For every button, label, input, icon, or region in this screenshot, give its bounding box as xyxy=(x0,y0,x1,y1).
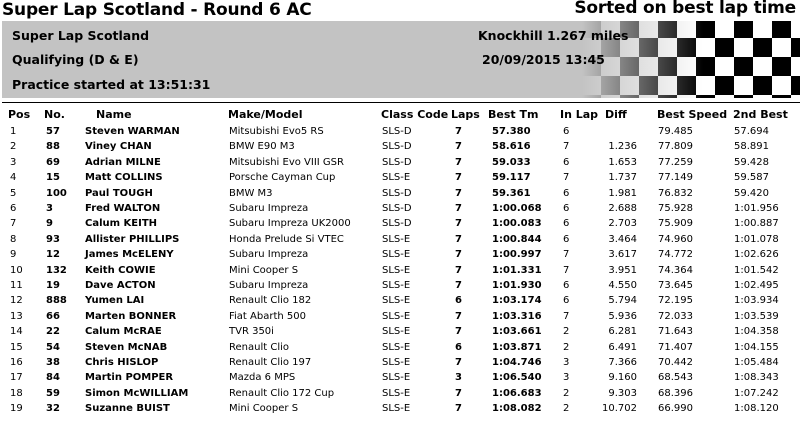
cell-cls: SLS-D xyxy=(382,203,412,214)
col-best-speed: Best Speed xyxy=(657,108,728,121)
cell-second: 1:01.542 xyxy=(734,264,779,276)
cell-speed: 75.909 xyxy=(658,218,693,230)
cell-car: Renault Clio 197 xyxy=(229,357,312,368)
session-name: Qualifying (D & E) xyxy=(12,52,139,67)
cell-name: Paul TOUGH xyxy=(85,187,153,199)
cell-speed: 73.645 xyxy=(658,280,693,291)
cell-no: 888 xyxy=(46,295,67,307)
cell-cls: SLS-E xyxy=(382,264,411,276)
cell-best: 59.361 xyxy=(492,187,531,199)
cell-diff: 3.617 xyxy=(608,249,637,261)
cell-inlap: 2 xyxy=(563,326,570,338)
cell-second: 1:01.078 xyxy=(734,233,779,245)
cell-cls: SLS-D xyxy=(382,156,412,168)
table-row xyxy=(0,201,800,216)
cell-diff: 1.236 xyxy=(608,141,637,153)
cell-diff: 3.464 xyxy=(608,233,637,245)
cell-no: 93 xyxy=(46,233,60,245)
cell-no: 54 xyxy=(46,341,60,353)
cell-best: 1:06.683 xyxy=(492,387,542,399)
cell-laps: 7 xyxy=(455,280,462,291)
cell-car: TVR 350i xyxy=(229,326,274,338)
cell-name: Matt COLLINS xyxy=(85,172,163,184)
col-diff: Diff xyxy=(605,108,627,121)
col-make-model: Make/Model xyxy=(228,108,303,121)
table-row xyxy=(0,278,800,293)
cell-name: Calum KEITH xyxy=(85,218,158,230)
col-in-lap: In Lap xyxy=(560,108,599,121)
series-name: Super Lap Scotland xyxy=(12,28,150,43)
cell-cls: SLS-E xyxy=(382,387,411,399)
cell-laps: 7 xyxy=(455,156,462,168)
cell-best: 57.380 xyxy=(492,126,531,137)
cell-diff: 7.366 xyxy=(608,357,637,368)
cell-laps: 7 xyxy=(455,326,462,338)
cell-inlap: 6 xyxy=(563,218,570,230)
cell-cls: SLS-E xyxy=(382,233,411,245)
cell-inlap: 7 xyxy=(563,141,570,153)
cell-second: 59.428 xyxy=(734,156,769,168)
cell-best: 1:04.746 xyxy=(492,357,542,368)
table-row xyxy=(0,155,800,170)
cell-cls: SLS-E xyxy=(382,280,411,291)
cell-second: 58.891 xyxy=(734,141,769,153)
cell-speed: 74.960 xyxy=(658,233,693,245)
cell-diff: 5.936 xyxy=(608,310,637,322)
cell-cls: SLS-D xyxy=(382,218,412,230)
cell-cls: SLS-E xyxy=(382,326,411,338)
cell-name: Viney CHAN xyxy=(85,141,152,153)
col-no: No. xyxy=(44,108,65,121)
cell-best: 59.117 xyxy=(492,172,531,184)
cell-inlap: 2 xyxy=(563,387,570,399)
cell-no: 84 xyxy=(46,372,60,384)
cell-car: Renault Clio 182 xyxy=(229,295,312,307)
cell-inlap: 7 xyxy=(563,310,570,322)
cell-name: Dave ACTON xyxy=(85,280,156,291)
cell-laps: 6 xyxy=(455,341,462,353)
col-pos: Pos xyxy=(8,108,31,121)
table-row xyxy=(0,263,800,278)
sort-label: Sorted on best lap time xyxy=(574,0,796,18)
cell-speed: 74.772 xyxy=(658,249,693,261)
table-row xyxy=(0,370,800,385)
cell-name: Marten BONNER xyxy=(85,310,177,322)
cell-inlap: 6 xyxy=(563,156,570,168)
cell-cls: SLS-D xyxy=(382,126,412,137)
cell-laps: 7 xyxy=(455,233,462,245)
cell-second: 1:01.956 xyxy=(734,203,779,214)
table-row xyxy=(0,186,800,201)
cell-no: 69 xyxy=(46,156,60,168)
cell-best: 1:00.997 xyxy=(492,249,542,261)
cell-name: Steven WARMAN xyxy=(85,126,180,137)
cell-pos: 15 xyxy=(10,341,23,353)
cell-laps: 7 xyxy=(455,310,462,322)
cell-speed: 68.396 xyxy=(658,387,693,399)
cell-pos: 3 xyxy=(10,156,17,168)
table-row xyxy=(0,247,800,262)
cell-diff: 1.737 xyxy=(608,172,637,184)
cell-speed: 77.809 xyxy=(658,141,693,153)
session-date-time: 20/09/2015 13:45 xyxy=(482,52,605,67)
cell-name: Adrian MILNE xyxy=(85,156,161,168)
cell-inlap: 2 xyxy=(563,341,570,353)
cell-best: 1:08.082 xyxy=(492,403,542,415)
cell-inlap: 6 xyxy=(563,233,570,245)
cell-laps: 7 xyxy=(455,249,462,261)
cell-best: 58.616 xyxy=(492,141,531,153)
cell-no: 19 xyxy=(46,280,60,291)
cell-name: Keith COWIE xyxy=(85,264,156,276)
cell-pos: 5 xyxy=(10,187,17,199)
cell-inlap: 3 xyxy=(563,357,570,368)
col-laps: Laps xyxy=(451,108,480,121)
cell-pos: 6 xyxy=(10,203,17,214)
cell-inlap: 7 xyxy=(563,264,570,276)
cell-inlap: 6 xyxy=(563,280,570,291)
cell-speed: 72.033 xyxy=(658,310,693,322)
cell-pos: 18 xyxy=(10,387,23,399)
cell-name: Yumen LAI xyxy=(85,295,145,307)
col-best-tm: Best Tm xyxy=(488,108,539,121)
page-title: Super Lap Scotland - Round 6 AC xyxy=(2,0,312,20)
cell-inlap: 6 xyxy=(563,203,570,214)
cell-best: 1:03.661 xyxy=(492,326,542,338)
cell-car: Fiat Abarth 500 xyxy=(229,310,306,322)
cell-no: 38 xyxy=(46,357,60,368)
cell-inlap: 3 xyxy=(563,372,570,384)
cell-name: Martin POMPER xyxy=(85,372,174,384)
cell-car: Mitsubishi Evo VIII GSR xyxy=(229,156,344,168)
cell-no: 9 xyxy=(46,218,53,230)
cell-car: BMW M3 xyxy=(229,187,273,199)
track-name: Knockhill 1.267 miles xyxy=(478,28,629,43)
cell-cls: SLS-E xyxy=(382,172,411,184)
cell-pos: 11 xyxy=(10,280,23,291)
cell-pos: 13 xyxy=(10,310,23,322)
cell-pos: 17 xyxy=(10,372,23,384)
table-row xyxy=(0,124,800,139)
cell-laps: 7 xyxy=(455,403,462,415)
cell-name: Simon McWILLIAM xyxy=(85,387,189,399)
cell-name: Chris HISLOP xyxy=(85,357,159,368)
cell-car: Renault Clio xyxy=(229,341,289,353)
cell-pos: 14 xyxy=(10,326,23,338)
cell-pos: 19 xyxy=(10,403,23,415)
cell-speed: 77.149 xyxy=(658,172,693,184)
cell-second: 57.694 xyxy=(734,126,769,137)
cell-car: Mini Cooper S xyxy=(229,403,299,415)
cell-car: Renault Clio 172 Cup xyxy=(229,387,335,399)
cell-diff: 6.491 xyxy=(608,341,637,353)
title-bar xyxy=(0,0,800,22)
cell-second: 1:02.626 xyxy=(734,249,779,261)
cell-name: James McELENY xyxy=(85,249,174,261)
cell-pos: 8 xyxy=(10,233,17,245)
cell-speed: 79.485 xyxy=(658,126,693,137)
cell-speed: 66.990 xyxy=(658,403,693,415)
cell-laps: 6 xyxy=(455,295,462,307)
cell-car: Subaru Impreza xyxy=(229,249,309,261)
cell-pos: 12 xyxy=(10,295,23,307)
cell-cls: SLS-E xyxy=(382,249,411,261)
cell-cls: SLS-E xyxy=(382,341,411,353)
cell-name: Steven McNAB xyxy=(85,341,168,353)
cell-pos: 10 xyxy=(10,264,23,276)
cell-diff: 5.794 xyxy=(608,295,637,307)
cell-laps: 3 xyxy=(455,372,462,384)
cell-diff: 1.653 xyxy=(608,156,637,168)
cell-pos: 2 xyxy=(10,141,17,153)
table-row xyxy=(0,340,800,355)
table-row xyxy=(0,309,800,324)
cell-name: Fred WALTON xyxy=(85,203,161,214)
table-row xyxy=(0,139,800,154)
cell-pos: 9 xyxy=(10,249,17,261)
cell-laps: 7 xyxy=(455,218,462,230)
cell-name: Calum McRAE xyxy=(85,326,162,338)
cell-no: 132 xyxy=(46,264,67,276)
cell-best: 1:03.871 xyxy=(492,341,542,353)
cell-speed: 76.832 xyxy=(658,187,693,199)
cell-pos: 7 xyxy=(10,218,17,230)
cell-car: Subaru Impreza xyxy=(229,203,309,214)
cell-no: 88 xyxy=(46,141,60,153)
cell-best: 1:06.540 xyxy=(492,372,542,384)
cell-laps: 7 xyxy=(455,126,462,137)
cell-best: 1:03.316 xyxy=(492,310,542,322)
cell-speed: 77.259 xyxy=(658,156,693,168)
cell-inlap: 6 xyxy=(563,126,570,137)
cell-second: 1:03.539 xyxy=(734,310,779,322)
cell-pos: 16 xyxy=(10,357,23,368)
cell-diff: 1.981 xyxy=(608,187,637,199)
cell-no: 3 xyxy=(46,203,53,214)
cell-no: 22 xyxy=(46,326,60,338)
session-start-time: Practice started at 13:51:31 xyxy=(12,77,211,92)
session-info-panel xyxy=(2,21,800,98)
cell-cls: SLS-E xyxy=(382,357,411,368)
cell-cls: SLS-E xyxy=(382,403,411,415)
cell-laps: 7 xyxy=(455,387,462,399)
table-row xyxy=(0,401,800,416)
cell-speed: 71.643 xyxy=(658,326,693,338)
cell-car: Porsche Cayman Cup xyxy=(229,172,336,184)
cell-second: 1:03.934 xyxy=(734,295,779,307)
cell-speed: 68.543 xyxy=(658,372,693,384)
cell-best: 1:00.068 xyxy=(492,203,542,214)
table-row xyxy=(0,232,800,247)
cell-best: 59.033 xyxy=(492,156,531,168)
table-row xyxy=(0,386,800,401)
cell-inlap: 7 xyxy=(563,172,570,184)
cell-laps: 7 xyxy=(455,357,462,368)
col-name: Name xyxy=(96,108,132,121)
cell-diff: 9.303 xyxy=(608,387,637,399)
cell-car: Subaru Impreza UK2000 xyxy=(229,218,351,230)
cell-car: Honda Prelude Si VTEC xyxy=(229,233,344,245)
cell-diff: 2.688 xyxy=(608,203,637,214)
cell-speed: 74.364 xyxy=(658,264,693,276)
cell-laps: 7 xyxy=(455,172,462,184)
cell-car: Mazda 6 MPS xyxy=(229,372,296,384)
cell-speed: 71.407 xyxy=(658,341,693,353)
cell-second: 1:04.155 xyxy=(734,341,779,353)
cell-car: BMW E90 M3 xyxy=(229,141,295,153)
cell-cls: SLS-E xyxy=(382,295,411,307)
cell-no: 32 xyxy=(46,403,60,415)
cell-name: Suzanne BUIST xyxy=(85,403,170,415)
cell-name: Allister PHILLIPS xyxy=(85,233,180,245)
cell-second: 1:05.484 xyxy=(734,357,779,368)
cell-second: 59.587 xyxy=(734,172,769,184)
col-2nd-best: 2nd Best xyxy=(733,108,788,121)
cell-best: 1:01.331 xyxy=(492,264,542,276)
cell-diff: 9.160 xyxy=(608,372,637,384)
table-row xyxy=(0,355,800,370)
table-row xyxy=(0,324,800,339)
cell-laps: 7 xyxy=(455,203,462,214)
cell-car: Subaru Impreza xyxy=(229,280,309,291)
cell-laps: 7 xyxy=(455,187,462,199)
cell-speed: 75.928 xyxy=(658,203,693,214)
cell-no: 12 xyxy=(46,249,60,261)
cell-inlap: 6 xyxy=(563,295,570,307)
cell-cls: SLS-D xyxy=(382,187,412,199)
cell-best: 1:00.844 xyxy=(492,233,542,245)
cell-no: 66 xyxy=(46,310,60,322)
table-row xyxy=(0,293,800,308)
cell-car: Mitsubishi Evo5 RS xyxy=(229,126,324,137)
cell-cls: SLS-D xyxy=(382,141,412,153)
cell-second: 59.420 xyxy=(734,187,769,199)
cell-diff: 4.550 xyxy=(608,280,637,291)
cell-cls: SLS-E xyxy=(382,372,411,384)
cell-pos: 1 xyxy=(10,126,17,137)
header-divider xyxy=(2,102,800,103)
cell-diff: 3.951 xyxy=(608,264,637,276)
cell-inlap: 6 xyxy=(563,187,570,199)
cell-no: 15 xyxy=(46,172,60,184)
cell-inlap: 7 xyxy=(563,249,570,261)
cell-second: 1:02.495 xyxy=(734,280,779,291)
cell-diff: 2.703 xyxy=(608,218,637,230)
cell-diff: 6.281 xyxy=(608,326,637,338)
cell-laps: 7 xyxy=(455,264,462,276)
table-row xyxy=(0,216,800,231)
cell-pos: 4 xyxy=(10,172,17,184)
table-row xyxy=(0,170,800,185)
col-class-code: Class Code xyxy=(381,108,449,121)
cell-cls: SLS-E xyxy=(382,310,411,322)
cell-second: 1:00.887 xyxy=(734,218,779,230)
cell-best: 1:00.083 xyxy=(492,218,542,230)
cell-second: 1:04.358 xyxy=(734,326,779,338)
cell-second: 1:07.242 xyxy=(734,387,779,399)
cell-second: 1:08.120 xyxy=(734,403,779,415)
cell-inlap: 2 xyxy=(563,403,570,415)
cell-laps: 7 xyxy=(455,141,462,153)
cell-second: 1:08.343 xyxy=(734,372,779,384)
column-headers xyxy=(0,108,800,123)
cell-speed: 70.442 xyxy=(658,357,693,368)
cell-car: Mini Cooper S xyxy=(229,264,299,276)
cell-no: 59 xyxy=(46,387,60,399)
cell-diff: 10.702 xyxy=(602,403,637,415)
cell-speed: 72.195 xyxy=(658,295,693,307)
cell-no: 100 xyxy=(46,187,67,199)
cell-best: 1:01.930 xyxy=(492,280,542,291)
cell-best: 1:03.174 xyxy=(492,295,542,307)
cell-no: 57 xyxy=(46,126,60,137)
